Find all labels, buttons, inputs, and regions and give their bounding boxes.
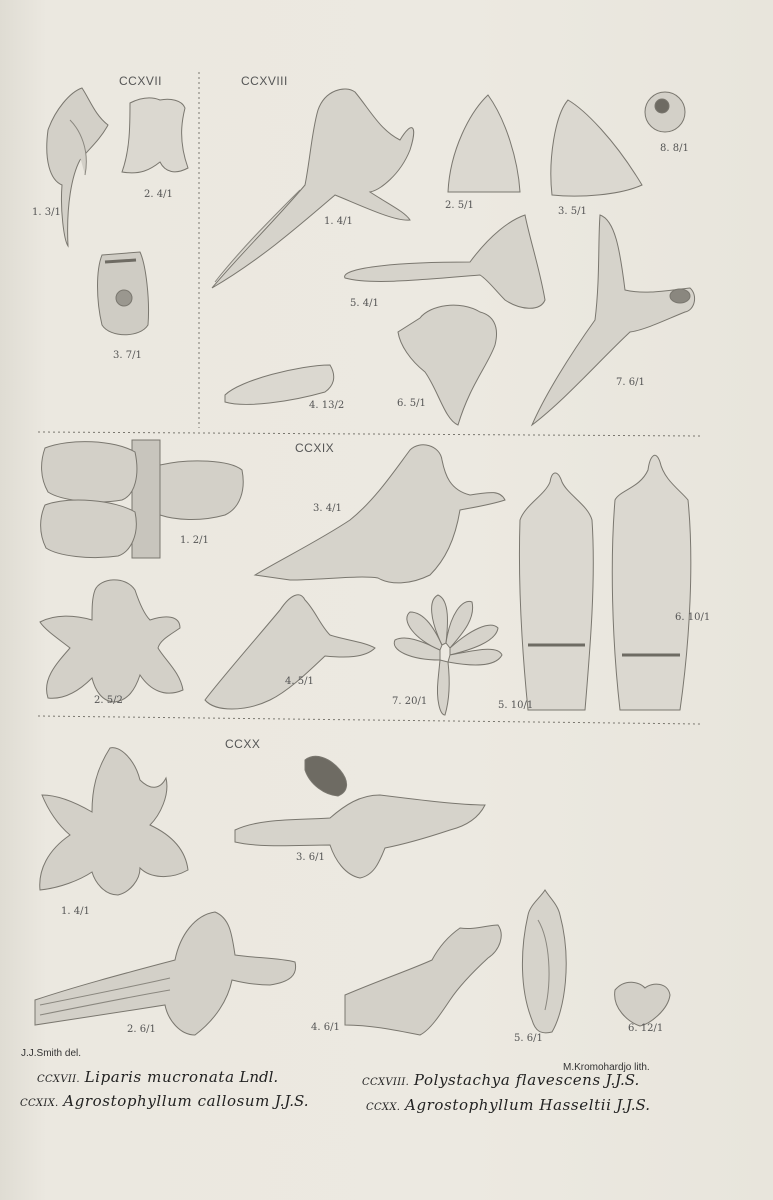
species-author: J.J.S. <box>605 1071 640 1089</box>
caption-number: CCXVII. <box>37 1074 80 1085</box>
species-name: Polystachya flavescens <box>413 1071 601 1089</box>
section-title-ccxx: CCXX <box>225 737 261 751</box>
figure-label: 1. 3/1 <box>32 207 61 218</box>
ccxx-fig1-drawing <box>40 748 188 895</box>
delineator-credit: J.J.Smith del. <box>21 1048 82 1059</box>
figure-label: 4. 6/1 <box>311 1022 340 1033</box>
figure-label: 4. 13/2 <box>309 400 345 411</box>
ccxix-fig4-drawing <box>205 595 375 709</box>
divider-top <box>38 432 700 436</box>
figure-label: 5. 6/1 <box>514 1033 543 1044</box>
species-author: Lndl. <box>239 1068 279 1086</box>
species-name: Agrostophyllum callosum <box>63 1092 270 1110</box>
figure-label: 5. 10/1 <box>498 700 534 711</box>
figure-label: 2. 4/1 <box>144 189 173 200</box>
ccxviii-fig2-drawing <box>448 95 520 192</box>
ccxix-fig5-drawing <box>519 473 593 710</box>
ccxviii-fig8-drawing <box>645 92 685 132</box>
section-title-ccxviii: CCXVIII <box>241 74 288 88</box>
figure-label: 2. 5/1 <box>445 200 474 211</box>
figure-label: 4. 5/1 <box>285 676 314 687</box>
species-name: Agrostophyllum Hasseltii <box>405 1096 612 1114</box>
caption-number: CCXX. <box>366 1102 401 1113</box>
ccxvii-fig2-drawing <box>122 98 188 173</box>
ccxviii-fig7-drawing <box>532 215 695 425</box>
ccxx-fig6-drawing <box>615 982 670 1026</box>
caption-ccxix <box>20 1092 309 1110</box>
caption-number: CCXIX. <box>20 1098 59 1109</box>
figure-label: 2. 6/1 <box>127 1024 156 1035</box>
ccxx-fig2-drawing <box>35 912 296 1035</box>
ccxx-fig3-drawing <box>235 756 485 878</box>
figure-label: 8. 8/1 <box>660 143 689 154</box>
ccxvii-fig3-drawing <box>98 252 149 335</box>
caption-ccxvii <box>37 1068 278 1086</box>
ccxviii-fig1-drawing <box>212 89 414 288</box>
figure-label: 3. 5/1 <box>558 206 587 217</box>
section-title-ccxvii: CCXVII <box>119 74 163 88</box>
figure-label: 7. 6/1 <box>616 377 645 388</box>
ccxix-fig3-drawing <box>255 445 505 583</box>
ccxx-fig4-drawing <box>345 925 501 1035</box>
figure-label: 3. 4/1 <box>313 503 342 514</box>
caption-ccxviii <box>362 1071 639 1089</box>
divider-bottom <box>38 716 700 724</box>
species-author: J.J.S. <box>616 1096 651 1114</box>
figure-label: 7. 20/1 <box>392 696 428 707</box>
figure-label: 1. 2/1 <box>180 535 209 546</box>
caption-number: CCXVIII. <box>362 1077 410 1088</box>
figure-label: 6. 10/1 <box>675 612 711 623</box>
ccxviii-fig5-drawing <box>345 215 545 308</box>
ccxix-fig1-drawing <box>41 440 244 558</box>
section-title-ccxix: CCXIX <box>295 441 335 455</box>
ccxix-fig2-drawing <box>40 580 183 702</box>
figure-label: 3. 7/1 <box>113 350 142 361</box>
figure-label: 1. 4/1 <box>324 216 353 227</box>
caption-ccxx <box>366 1096 650 1114</box>
ccxviii-fig3-drawing <box>551 100 642 196</box>
figure-label: 5. 4/1 <box>350 298 379 309</box>
ccxx-fig5-drawing <box>522 890 566 1033</box>
ccxix-fig6-drawing <box>612 455 691 710</box>
figure-label: 1. 4/1 <box>61 906 90 917</box>
ccxviii-fig4-drawing <box>225 365 334 404</box>
figure-label: 3. 6/1 <box>296 852 325 863</box>
ccxvii-fig1-drawing <box>47 88 108 246</box>
species-name: Liparis mucronata <box>84 1068 235 1086</box>
figure-label: 6. 5/1 <box>397 398 426 409</box>
figure-label: 2. 5/2 <box>94 695 123 706</box>
lithographer-credit: M.Kromohardjo lith. <box>563 1062 650 1073</box>
species-author: J.J.S. <box>274 1092 309 1110</box>
figure-label: 6. 12/1 <box>628 1023 664 1034</box>
